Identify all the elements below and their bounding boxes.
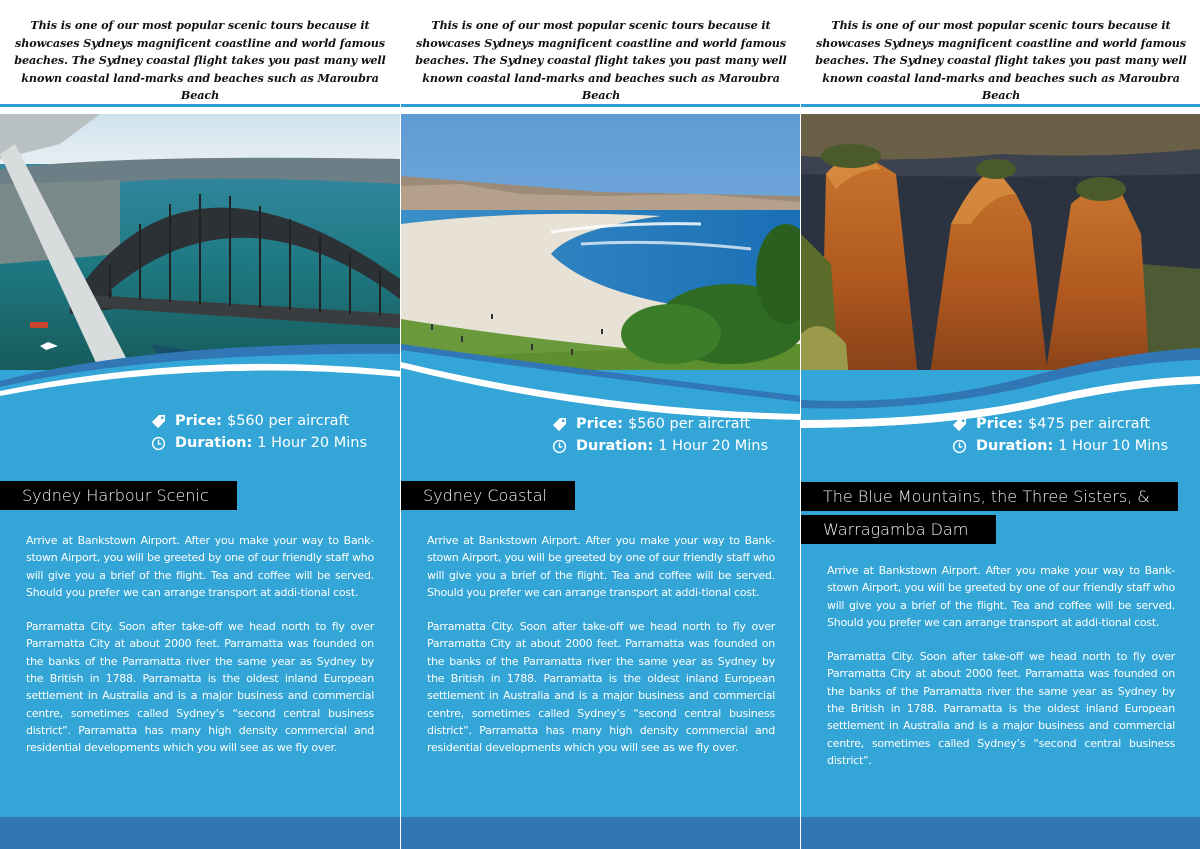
duration-value: 1 Hour 20 Mins bbox=[658, 438, 768, 454]
tag-icon bbox=[551, 416, 567, 432]
duration-label: Duration: bbox=[175, 435, 253, 451]
price-row bbox=[150, 410, 367, 432]
paragraph-parramatta: Parramatta City. Soon after take-off we head north to fly over Parramatta City at about 2000 feet. Parramatta was founded on the banks of the Parramatta river the same year as Sydney by the British in 1788. Parramatta is the oldest inland European settlement in Australia and is a major business and commercial centre, sometimes called Sydney’s “second central business district”. bbox=[827, 650, 1175, 767]
panel-sydney-coastal bbox=[400, 0, 800, 849]
tour-meta bbox=[551, 413, 768, 457]
footer-band bbox=[801, 817, 1200, 849]
clock-icon bbox=[951, 438, 967, 454]
price-value: $560 per aircraft bbox=[226, 413, 350, 429]
duration-value: 1 Hour 10 Mins bbox=[1058, 438, 1168, 454]
footer-band bbox=[401, 817, 800, 849]
tour-description bbox=[827, 562, 1175, 769]
price-row bbox=[951, 413, 1168, 435]
duration-row bbox=[551, 435, 768, 457]
tag-icon bbox=[150, 413, 166, 429]
paragraph-parramatta: Parramatta City. Soon after take-off we head north to fly over Parramatta City at about 2000 feet. Parramatta was founded on the banks of the Parramatta river the same year as Sydney by the British in 1788. Parramatta is the oldest inland European settlement in Australia and is a major business and commercial centre, sometimes called Sydney’s “second central business district”. Parramatta has many high density commercial and residential developments which you will see as we fly over. bbox=[26, 620, 374, 755]
duration-label: Duration: bbox=[576, 438, 654, 454]
footer-band bbox=[0, 817, 400, 849]
price-row bbox=[551, 413, 768, 435]
panel-blue-mountains bbox=[800, 0, 1200, 849]
price-label: Price: bbox=[976, 416, 1023, 432]
clock-icon bbox=[551, 438, 567, 454]
divider-gap bbox=[801, 107, 1200, 114]
paragraph-parramatta: Parramatta City. Soon after take-off we head north to fly over Parramatta City at about 2000 feet. Parramatta was founded on the banks of the Parramatta river the same year as Sydney by the British in 1788. Parramatta is the oldest inland European settlement in Australia and is a major business and commercial centre, sometimes called Sydney’s “second central business district”. Parramatta has many high density commercial and residential developments which you will see as we fly over. bbox=[427, 620, 775, 755]
paragraph-arrival: Arrive at Bankstown Airport. After you make your way to Bank-stown Airport, you will be greeted by one of our friendly staff who will give you a brief of the flight. Tea and coffee will be served. Should you prefer we can arrange transport at addi-tional cost. bbox=[26, 534, 374, 599]
intro-blurb bbox=[401, 0, 800, 104]
duration-row bbox=[951, 435, 1168, 457]
duration-label: Duration: bbox=[976, 438, 1054, 454]
price-value: $475 per aircraft bbox=[1027, 416, 1151, 432]
tour-meta bbox=[150, 410, 367, 454]
divider-gap bbox=[401, 107, 800, 114]
tour-title: Sydney Coastal bbox=[401, 481, 575, 510]
intro-text: This is one of our most popular scenic tours because it showcases Sydneys magnificent coastline and world famous beaches. The Sydney coastal flight takes you past many well known coastal land-marks and beaches such as Maroubra Beach bbox=[14, 18, 386, 103]
tour-title: Sydney Harbour Scenic bbox=[0, 481, 237, 510]
divider-gap bbox=[0, 107, 400, 114]
tour-meta bbox=[951, 413, 1168, 457]
intro-text: This is one of our most popular scenic tours because it showcases Sydneys magnificent coastline and world famous beaches. The Sydney coastal flight takes you past many well known coastal land-marks and beaches such as Maroubra Beach bbox=[815, 18, 1187, 103]
duration-value: 1 Hour 20 Mins bbox=[257, 435, 367, 451]
tour-description bbox=[26, 532, 374, 757]
paragraph-arrival: Arrive at Bankstown Airport. After you make your way to Bank-stown Airport, you will be greeted by one of our friendly staff who will give you a brief of the flight. Tea and coffee will be served. Should you prefer we can arrange transport at addi-tional cost. bbox=[427, 534, 775, 599]
duration-row bbox=[150, 432, 367, 454]
intro-text: This is one of our most popular scenic tours because it showcases Sydneys magnificent coastline and world famous beaches. The Sydney coastal flight takes you past many well known coastal land-marks and beaches such as Maroubra Beach bbox=[415, 18, 787, 103]
paragraph-arrival: Arrive at Bankstown Airport. After you make your way to Bank-stown Airport, you will be greeted by one of our friendly staff who will give you a brief of the flight. Tea and coffee will be served. Should you prefer we can arrange transport at addi-tional cost. bbox=[827, 564, 1175, 629]
price-value: $560 per aircraft bbox=[627, 416, 751, 432]
price-label: Price: bbox=[576, 416, 623, 432]
intro-blurb bbox=[801, 0, 1200, 104]
panel-sydney-harbour-scenic bbox=[0, 0, 400, 849]
tag-icon bbox=[951, 416, 967, 432]
clock-icon bbox=[150, 435, 166, 451]
intro-blurb bbox=[0, 0, 400, 104]
price-label: Price: bbox=[175, 413, 222, 429]
tour-title-line-1: The Blue Mountains, the Three Sisters, & bbox=[801, 482, 1178, 511]
tour-title-line-2: Warragamba Dam bbox=[801, 515, 996, 544]
tour-description bbox=[427, 532, 775, 757]
